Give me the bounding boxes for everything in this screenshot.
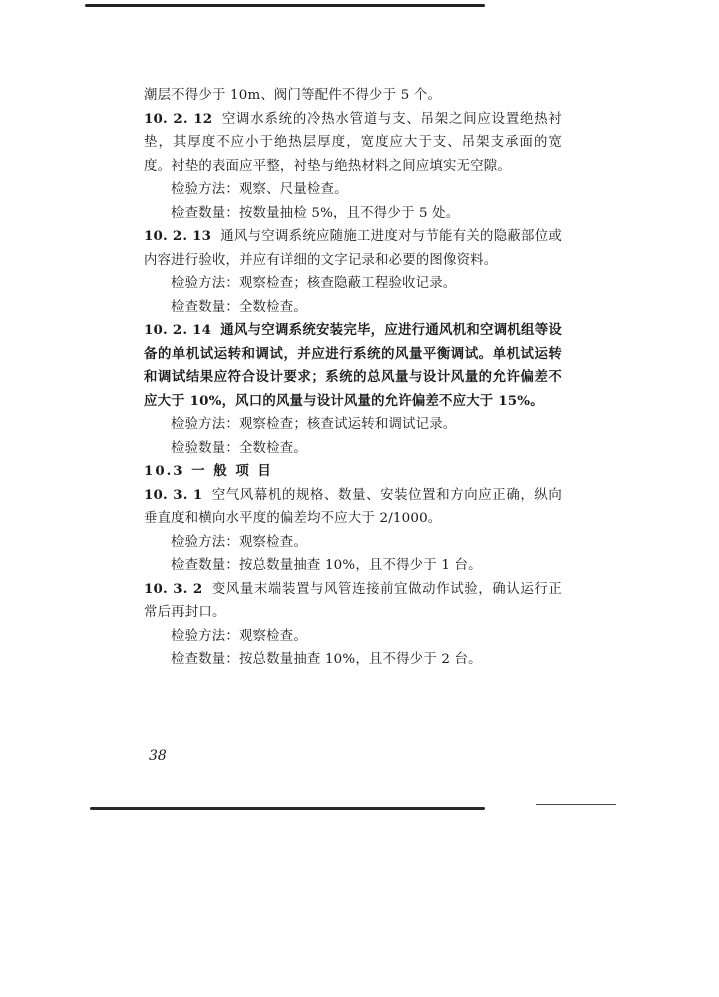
- clause-10-3-1: [144, 484, 562, 531]
- clause-number: 10. 2. 14: [144, 322, 212, 338]
- inspection-method: 检验方法：观察检查。: [171, 628, 307, 644]
- bottom-rule-short: [536, 804, 616, 805]
- clause-number: 10. 2. 13: [144, 228, 212, 244]
- clause-10-2-14: [144, 319, 562, 413]
- clause-text: 变风量末端装置与风管连接前宜做动作试验，确认运行正常后再封口。: [144, 581, 562, 620]
- page-number: 38: [149, 748, 167, 764]
- clause-text: 空调水系统的冷热水管道与支、吊架之间应设置绝热衬垫，其厚度不应小于绝热层厚度，宽度应大于支、吊架支承面的宽度。衬垫的表面应平整，衬垫与绝热材料之间应填实无空隙。: [144, 111, 562, 174]
- section-heading: 10.3 一 般 项 目: [144, 463, 273, 479]
- clause-number: 10. 3. 1: [144, 486, 203, 503]
- inspection-method: 检验方法：观察、尺量检查。: [171, 182, 348, 197]
- clause-text: 通风与空调系统安装完毕，应进行通风机和空调机组等设备的单机试运转和调试，并应进行系统的风量平衡调试。单机试运转和调试结果应符合设计要求；系统的总风量与设计风量的允许偏差不应大于 10%，风口的风量与设计风量的允许偏差不应大于 15%。: [144, 322, 562, 409]
- clause-text: 空气风幕机的规格、数量、安装位置和方向应正确，纵向垂直度和横向水平度的偏差均不应大于 2/1000。: [144, 487, 562, 526]
- inspection-quantity: 检查数量：按数量抽检 5%，且不得少于 5 处。: [171, 205, 460, 221]
- clause-number: 10. 3. 2: [144, 580, 203, 597]
- clause-text: 通风与空调系统应随施工进度对与节能有关的隐蔽部位或内容进行验收，并应有详细的文字记录和必要的图像资料。: [144, 229, 562, 268]
- inspection-quantity: 检查数量：按总数量抽查 10%，且不得少于 2 台。: [171, 652, 482, 667]
- inspection-method: 检验方法：观察检查。: [171, 534, 307, 550]
- bottom-rule: [90, 807, 485, 810]
- inspection-quantity: 检查数量：全数检查。: [171, 299, 307, 315]
- continued-line: 潮层不得少于 10m、阀门等配件不得少于 5 个。: [144, 88, 442, 103]
- clause-10-3-2: [144, 578, 562, 625]
- clause-number: 10. 2. 12: [144, 110, 213, 127]
- clause-10-2-12: [144, 108, 562, 179]
- top-rule: [85, 4, 485, 7]
- inspection-method: 检验方法：观察检查；核查试运转和调试记录。: [171, 417, 457, 432]
- clause-10-2-13: [144, 225, 562, 272]
- inspection-quantity: 检验数量：全数检查。: [171, 440, 307, 456]
- inspection-quantity: 检查数量：按总数量抽查 10%，且不得少于 1 台。: [171, 558, 482, 573]
- inspection-method: 检验方法：观察检查；核查隐蔽工程验收记录。: [171, 276, 457, 291]
- page-body: [144, 84, 562, 672]
